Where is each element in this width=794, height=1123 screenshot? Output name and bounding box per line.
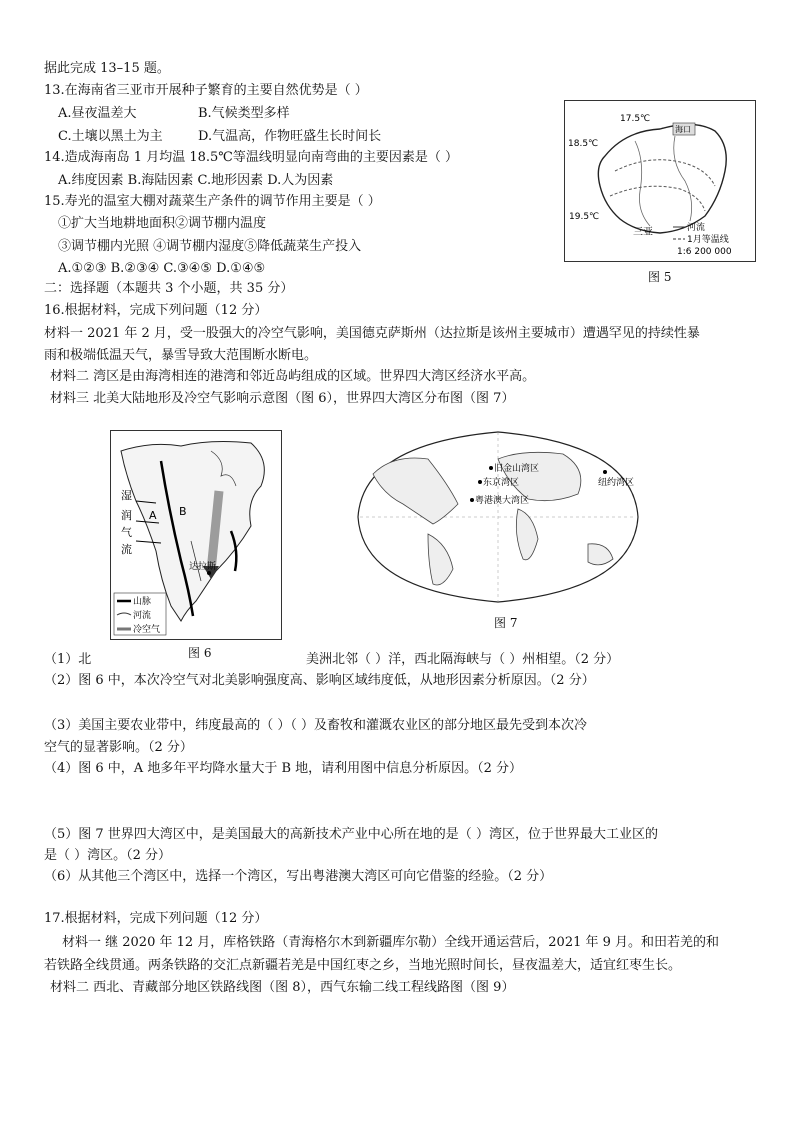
fig5-label-17.5: 17.5℃	[620, 114, 651, 124]
fig6-label-qi: 气	[121, 526, 132, 539]
q15-items-2: ③调节棚内光照 ④调节棚内湿度⑤降低蔬菜生产投入	[58, 239, 362, 254]
q15-items-1: ①扩大当地耕地面积②调节棚内温度	[58, 216, 267, 231]
fig6-legend-river: 河流	[133, 611, 152, 621]
fig6-legend-cold-air: 冷空气	[133, 625, 161, 635]
figure-6-north-america-map	[110, 430, 282, 640]
fig7-label-newyork: 纽约湾区	[598, 478, 635, 488]
q17-material-1b: 若铁路全线贯通。两条铁路的交汇点新疆若羌是中国红枣之乡，当地光照时间长，昼夜温差大，适宜红枣生长。	[44, 958, 682, 973]
q16-sub5a: （5）图 7 世界四大湾区中，是美国最大的高新技术产业中心所在地的是（ ）湾区，位于世界最大工业区的	[44, 827, 658, 842]
q16-sub4: （4）图 6 中，A 地多年平均降水量大于 B 地，请利用图中信息分析原因。（2 分）	[44, 761, 523, 776]
fig5-scale: 1:6 200 000	[677, 247, 732, 257]
q16-sub2: （2）图 6 中，本次冷空气对北美影响强度高、影响区域纬度低，从地形因素分析原因。（2 分）	[44, 673, 595, 688]
q16-sub1-part2: 美洲北邻（ ）洋，西北隔海峡与（ ）州相望。（2 分）	[306, 652, 620, 667]
fig6-label-shi: 湿	[121, 489, 132, 502]
fig5-legend-river: 河流	[687, 223, 706, 233]
q16-sub3b: 空气的显著影响。（2 分）	[44, 740, 193, 755]
q16-material-1b: 雨和极端低温天气，暴雪导致大范围断水断电。	[44, 348, 318, 363]
figure-7-world-bay-areas-map	[348, 424, 648, 610]
fig5-label-19.5: 19.5℃	[569, 212, 600, 222]
fig6-label-liu: 流	[121, 543, 132, 556]
figure-5-hainan-map	[564, 100, 756, 262]
q14-options: A.纬度因素 B.海陆因素 C.地形因素 D.人为因素	[58, 173, 334, 188]
figure-7-caption: 图 7	[494, 616, 518, 630]
intro-line: 据此完成 13–15 题。	[44, 61, 170, 76]
q16-stem: 16.根据材料，完成下列问题（12 分）	[44, 303, 268, 318]
fig5-label-18.5: 18.5℃	[568, 139, 599, 149]
q17-material-1a: 材料一 继 2020 年 12 月，库格铁路（青海格尔木到新疆库尔勒）全线开通运营后，2021 年 9 月。和田若羌的和	[62, 935, 720, 950]
fig7-label-guangdong-hk-macao: 粤港澳大湾区	[475, 496, 530, 506]
fig7-label-sanfrancisco: 旧金山湾区	[494, 464, 540, 474]
figure-5-caption: 图 5	[648, 270, 672, 284]
q17-material-2: 材料二 西北、青藏部分地区铁路线图（图 8），西气东输二线工程线路图（图 9）	[50, 980, 515, 995]
q16-material-2: 材料二 湾区是由海湾相连的港湾和邻近岛屿组成的区域。世界四大湾区经济水平高。	[50, 369, 536, 384]
fig6-label-a: A	[149, 509, 157, 522]
q16-sub5b: 是（ ）湾区。（2 分）	[44, 848, 172, 863]
q16-sub6: （6）从其他三个湾区中，选择一个湾区，写出粤港澳大湾区可向它借鉴的经验。（2 分）	[44, 869, 553, 884]
q13-option-c: C.土壤以黑土为主	[58, 129, 163, 144]
fig6-label-run: 润	[121, 509, 132, 522]
fig5-label-sanya: 三亚	[633, 227, 653, 238]
fig6-label-dallas: 达拉斯	[189, 562, 217, 572]
q16-sub3a: （3）美国主要农业带中，纬度最高的（ ）（ ）及畜牧和灌溉农业区的部分地区最先受到本次冷	[44, 718, 588, 733]
q16-material-1a: 材料一 2021 年 2 月，受一股强大的冷空气影响，美国德克萨斯州（达拉斯是该州主要城市）遭遇罕见的持续性暴	[44, 326, 700, 341]
q15-options: A.①②③ B.②③④ C.③④⑤ D.①④⑤	[58, 261, 266, 276]
fig6-label-b: B	[179, 505, 187, 518]
q14-stem: 14.造成海南岛 1 月均温 18.5℃等温线明显向南弯曲的主要因素是（ ）	[44, 150, 458, 165]
fig7-label-tokyo: 东京湾区	[483, 478, 520, 488]
q15-stem: 15.寿光的温室大棚对蔬菜生产条件的调节作用主要是（ ）	[44, 194, 381, 209]
fig5-legend-isotherm: 1月等温线	[687, 235, 729, 245]
q17-stem: 17.根据材料，完成下列问题（12 分）	[44, 911, 268, 926]
figure-6-caption: 图 6	[188, 646, 212, 660]
q13-option-b: B.气候类型多样	[198, 106, 290, 121]
q13-option-a: A.昼夜温差大	[58, 106, 137, 121]
q16-sub1-part1: （1）北	[44, 652, 92, 667]
q16-material-3: 材料三 北美大陆地形及冷空气影响示意图（图 6），世界四大湾区分布图（图 7）	[50, 391, 515, 406]
fig6-legend-mountain: 山脉	[133, 597, 152, 607]
q13-option-d: D.气温高，作物旺盛生长时间长	[198, 129, 382, 144]
section-heading: 二：选择题（本题共 3 个小题，共 35 分）	[44, 281, 294, 296]
fig5-label-haikou: 海口	[675, 125, 691, 134]
q13-stem: 13.在海南省三亚市开展种子繁育的主要自然优势是（ ）	[44, 83, 368, 98]
